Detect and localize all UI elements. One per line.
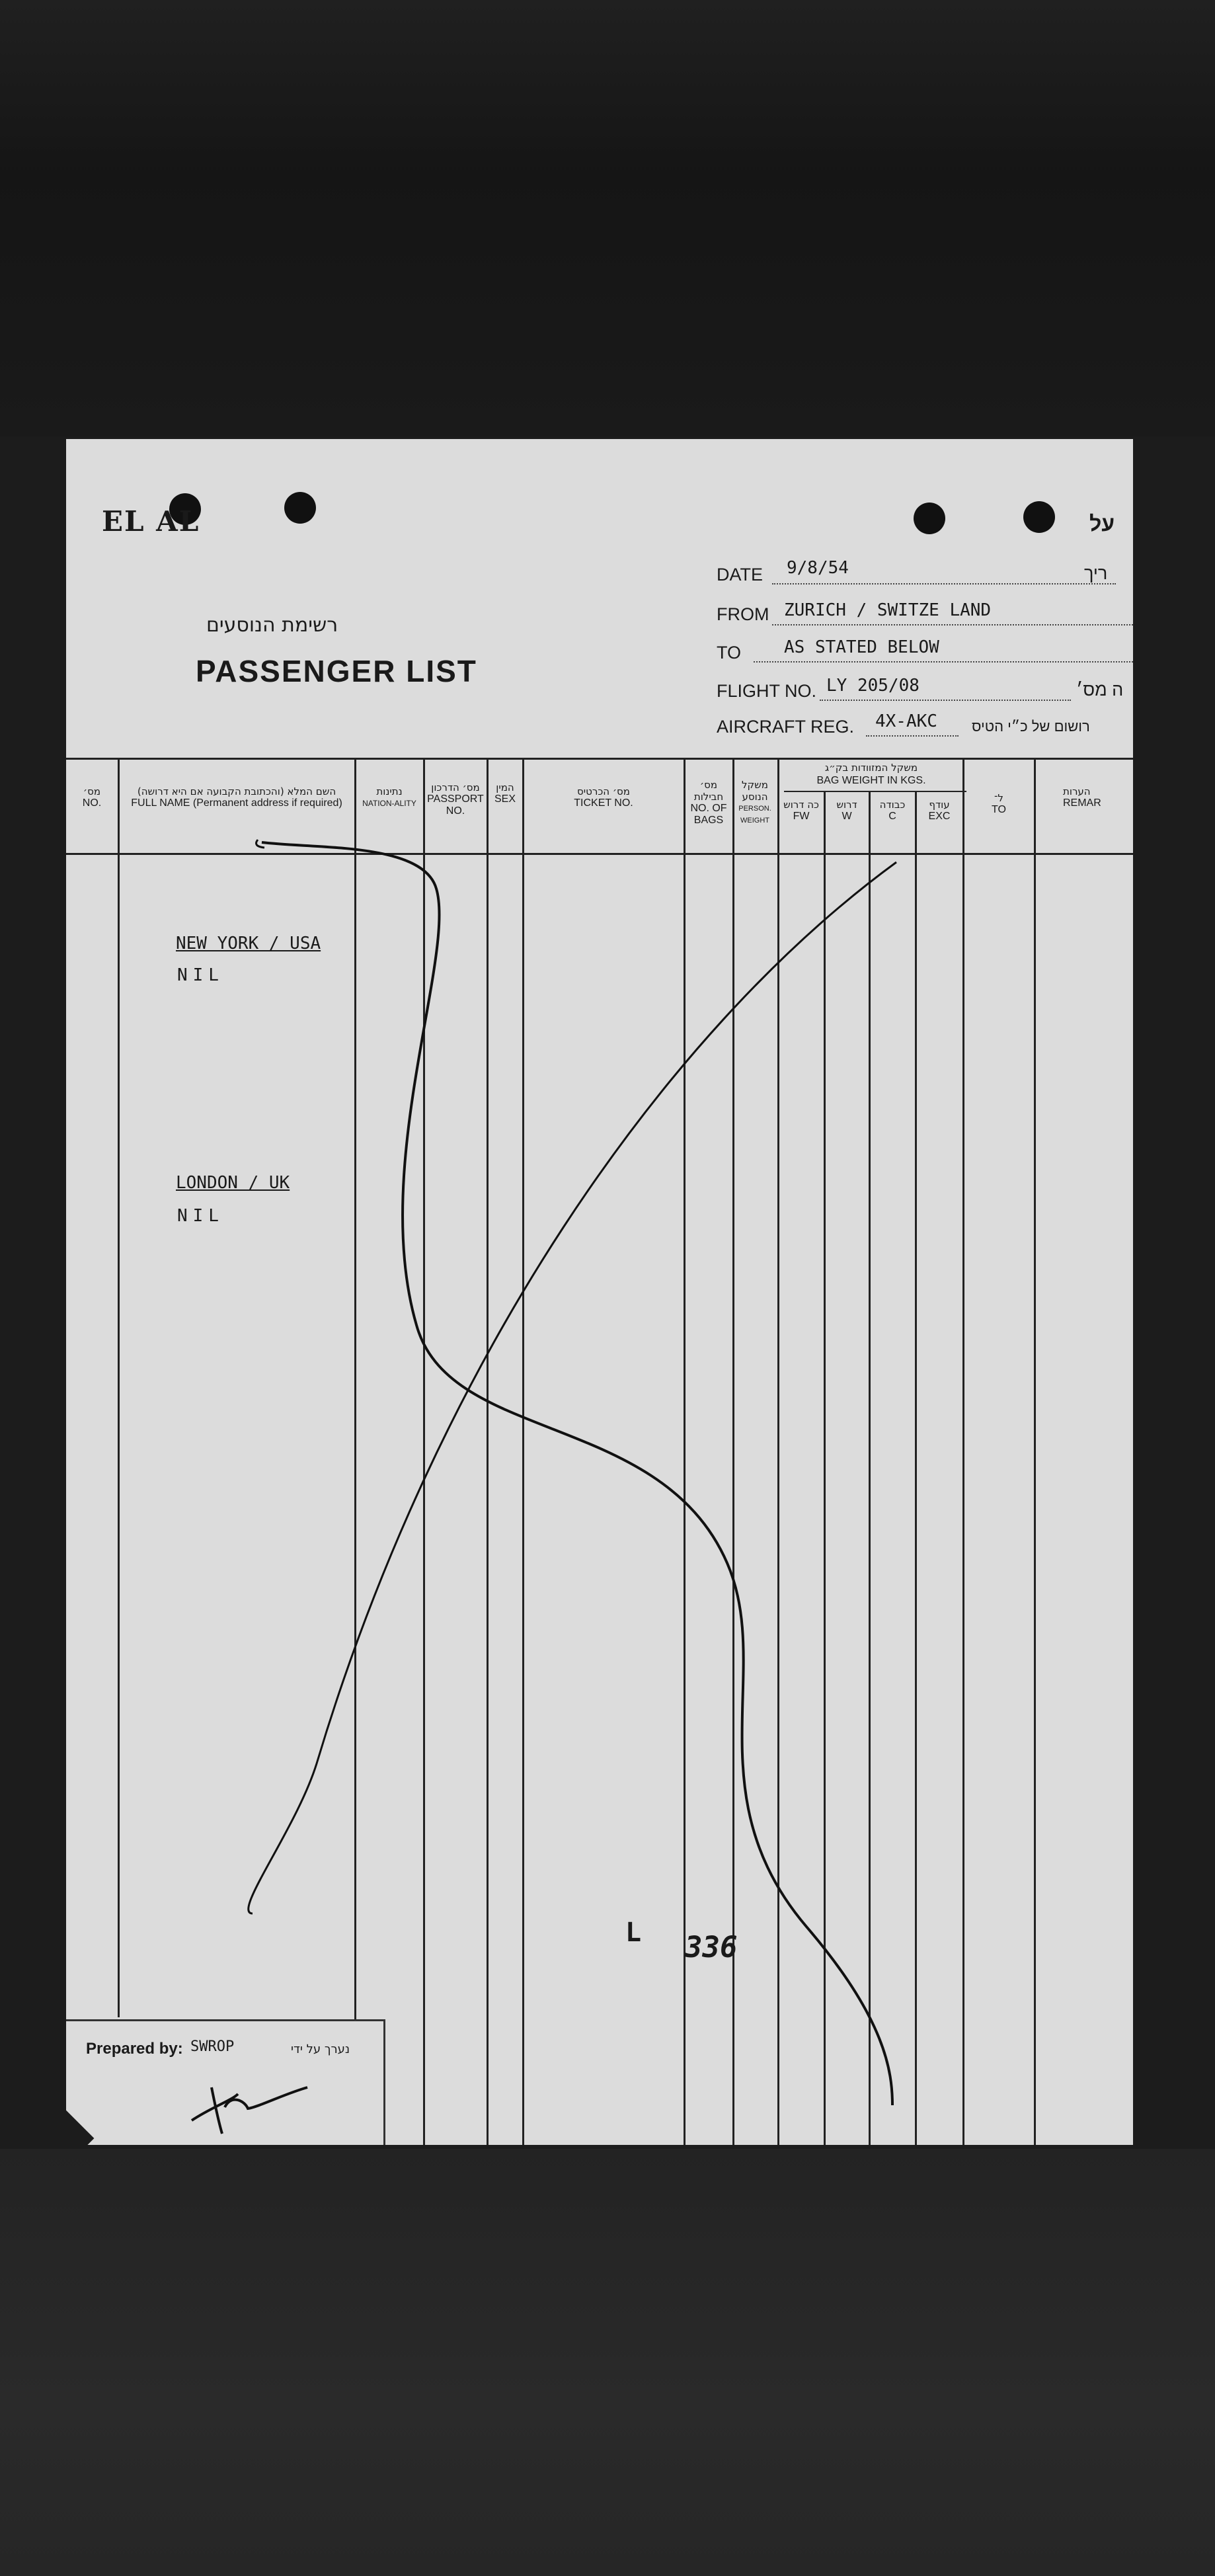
- col-header-fw: כה דרוש FW: [783, 799, 819, 822]
- from-label: FROM: [717, 604, 769, 624]
- prepared-by-value: SWROP: [190, 2038, 235, 2055]
- stamp-number: 336: [685, 1931, 738, 1964]
- list-item-destination: NEW YORK / USA: [176, 934, 321, 953]
- col-header-c: כבודה C: [879, 799, 906, 822]
- col-header-full-name: השם המלא (והכתובת הקבועה אם היא דרושה) FULL NAME (Permanent address if required): [131, 785, 342, 809]
- flight-value: LY 205/08: [826, 676, 920, 696]
- prepared-by-box: [66, 2019, 385, 2145]
- from-value: ZURICH / SWITZE LAND: [784, 600, 992, 620]
- pen-cancel-strokes: [66, 439, 1133, 2145]
- col-header-w: דרוש W: [836, 799, 857, 822]
- col-header-bags: מס׳ חבילות NO. OF BAGS: [690, 779, 727, 826]
- prepared-by-label: Prepared by:: [86, 2040, 183, 2058]
- list-item-value: NIL: [177, 1206, 224, 1226]
- date-hebrew-fragment: ריך: [1084, 563, 1108, 583]
- col-header-ticket: מס׳ הכרטיס TICKET NO.: [574, 785, 633, 809]
- date-label: DATE: [717, 565, 764, 584]
- to-value: AS STATED BELOW: [784, 637, 939, 657]
- title-hebrew: רשימת הנוסעים: [206, 614, 338, 637]
- col-header-exc: עודף EXC: [928, 799, 951, 822]
- col-header-to: ל־ TO: [992, 792, 1006, 815]
- bag-weight-group-header-he: משקל המזוודות בק״ג: [824, 762, 918, 774]
- aircraft-hebrew: רושום של כ״י הטיס: [972, 718, 1090, 735]
- passenger-list-sheet: [66, 439, 1133, 2145]
- list-item-destination: LONDON / UK: [176, 1173, 290, 1193]
- flight-hebrew-fragment: ה מס׳: [1076, 680, 1124, 700]
- date-value: 9/8/54: [787, 558, 849, 578]
- aircraft-value: 4X-AKC: [875, 711, 937, 731]
- col-header-no: מס׳ NO.: [82, 785, 102, 809]
- aircraft-label: AIRCRAFT REG.: [717, 717, 855, 737]
- col-header-remarks: הערות REMAR: [1063, 785, 1101, 809]
- page-title: PASSENGER LIST: [196, 654, 477, 688]
- airline-logo: EL AL: [102, 505, 200, 538]
- col-header-sex: המין SEX: [494, 782, 516, 805]
- scan-background-top: [0, 0, 1215, 436]
- list-item-value: NIL: [177, 965, 224, 985]
- col-header-nationality: נתינות NATION-ALITY: [362, 785, 416, 808]
- signature-icon: [185, 2068, 317, 2140]
- to-label: TO: [717, 643, 742, 663]
- hebrew-fragment-top-right: על: [1089, 512, 1115, 536]
- scan-background-bottom: [0, 2149, 1215, 2576]
- col-header-person-weight: משקל הנוסע PERSON. WEIGHT: [738, 779, 771, 825]
- flight-label: FLIGHT NO.: [717, 681, 817, 701]
- stamp-letter: L: [625, 1917, 642, 1948]
- col-header-passport: מס׳ הדרכון PASSPORT NO.: [427, 782, 484, 817]
- bag-weight-group-header: BAG WEIGHT IN KGS.: [816, 775, 926, 786]
- prepared-by-hebrew: נערך על ידי: [291, 2042, 350, 2056]
